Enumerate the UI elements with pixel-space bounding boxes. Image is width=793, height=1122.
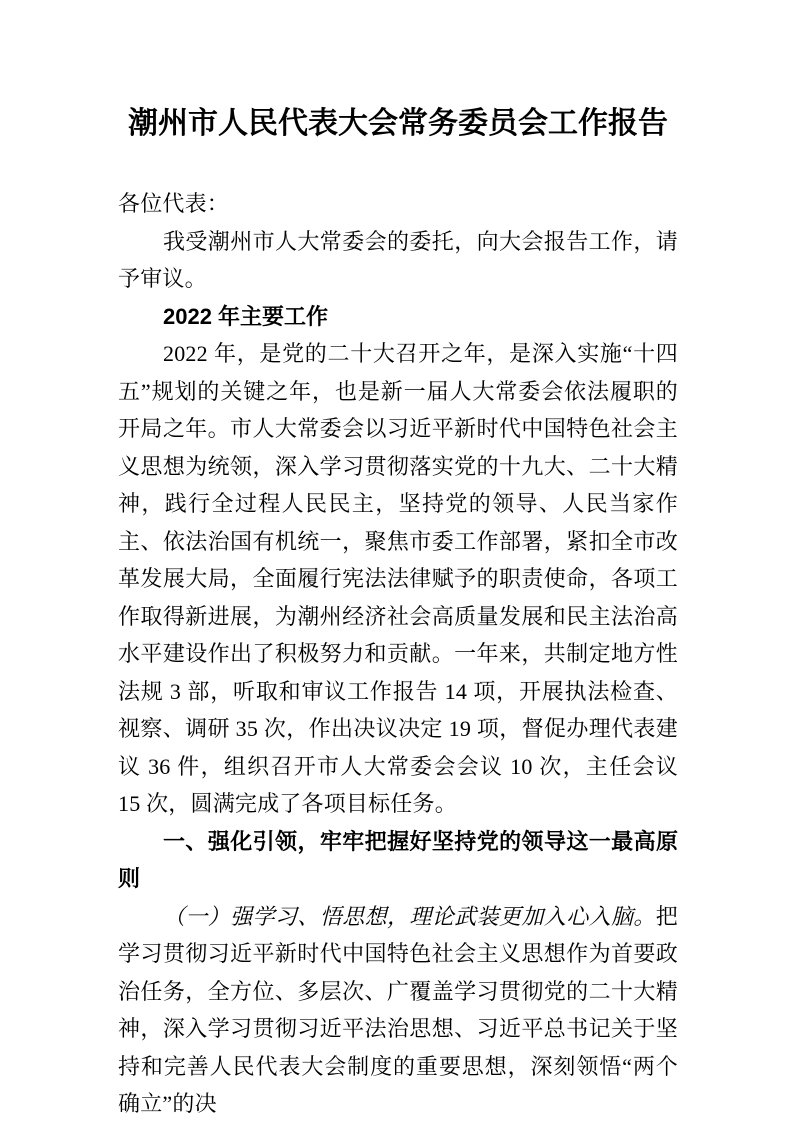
paragraph: 我受潮州市人大常委会的委托，向大会报告工作，请予审议。 <box>118 228 678 291</box>
paragraph: 各位代表： <box>118 191 230 216</box>
heading-1: 一、强化引领，牢牢把握好坚持党的领导这一最高原则 <box>118 828 678 891</box>
document-title: 潮州市人民代表大会常务委员会工作报告 <box>128 107 668 140</box>
kaiti-lead-sentence: （一）强学习、悟思想，理论武装更加入心入脑。 <box>163 903 656 929</box>
section-heading: 2022 年主要工作 <box>163 303 329 329</box>
paragraph: 2022 年，是党的二十大召开之年，是深入实施“十四五”规划的关键之年，也是新一届人大常委会依法履职的开局之年。市人大常委会以习近平新时代中国特色社会主义思想为统领，深入学习贯彻落实党的十九大、二十大精神，践行全过程人民民主，坚持党的领导、人民当家作主、依法治国有机统一，聚焦市委工作部署，紧扣全市改革发展大局，全面履行宪法法律赋予的职责使命，各项工作取得新进展，为潮州经济社会高质量发展和民主法治高水平建设作出了积极努力和贡献。一年来，共制定地方性法规 3 部，听取和审议工作报告 14 项，开展执法检查、视察、调研 35 次，作出决议决定 19 项，督促办理代表建议 36 件，组织召开市人大常委会会议 10 次，主任会议 15 次，圆满完成了各项目标任务。 <box>118 341 678 816</box>
document-content <box>118 104 678 1122</box>
paragraph-text: 把学习贯彻习近平新时代中国特色社会主义思想作为首要政治任务，全方位、多层次、广覆盖学习贯彻党的二十大精神，深入学习贯彻习近平法治思想、习近平总书记关于坚持和完善人民代表大会制度的重要思想，深刻领悟“两个确立”的决 <box>118 903 678 1116</box>
document-body <box>118 185 678 1122</box>
paragraph <box>118 898 678 1122</box>
